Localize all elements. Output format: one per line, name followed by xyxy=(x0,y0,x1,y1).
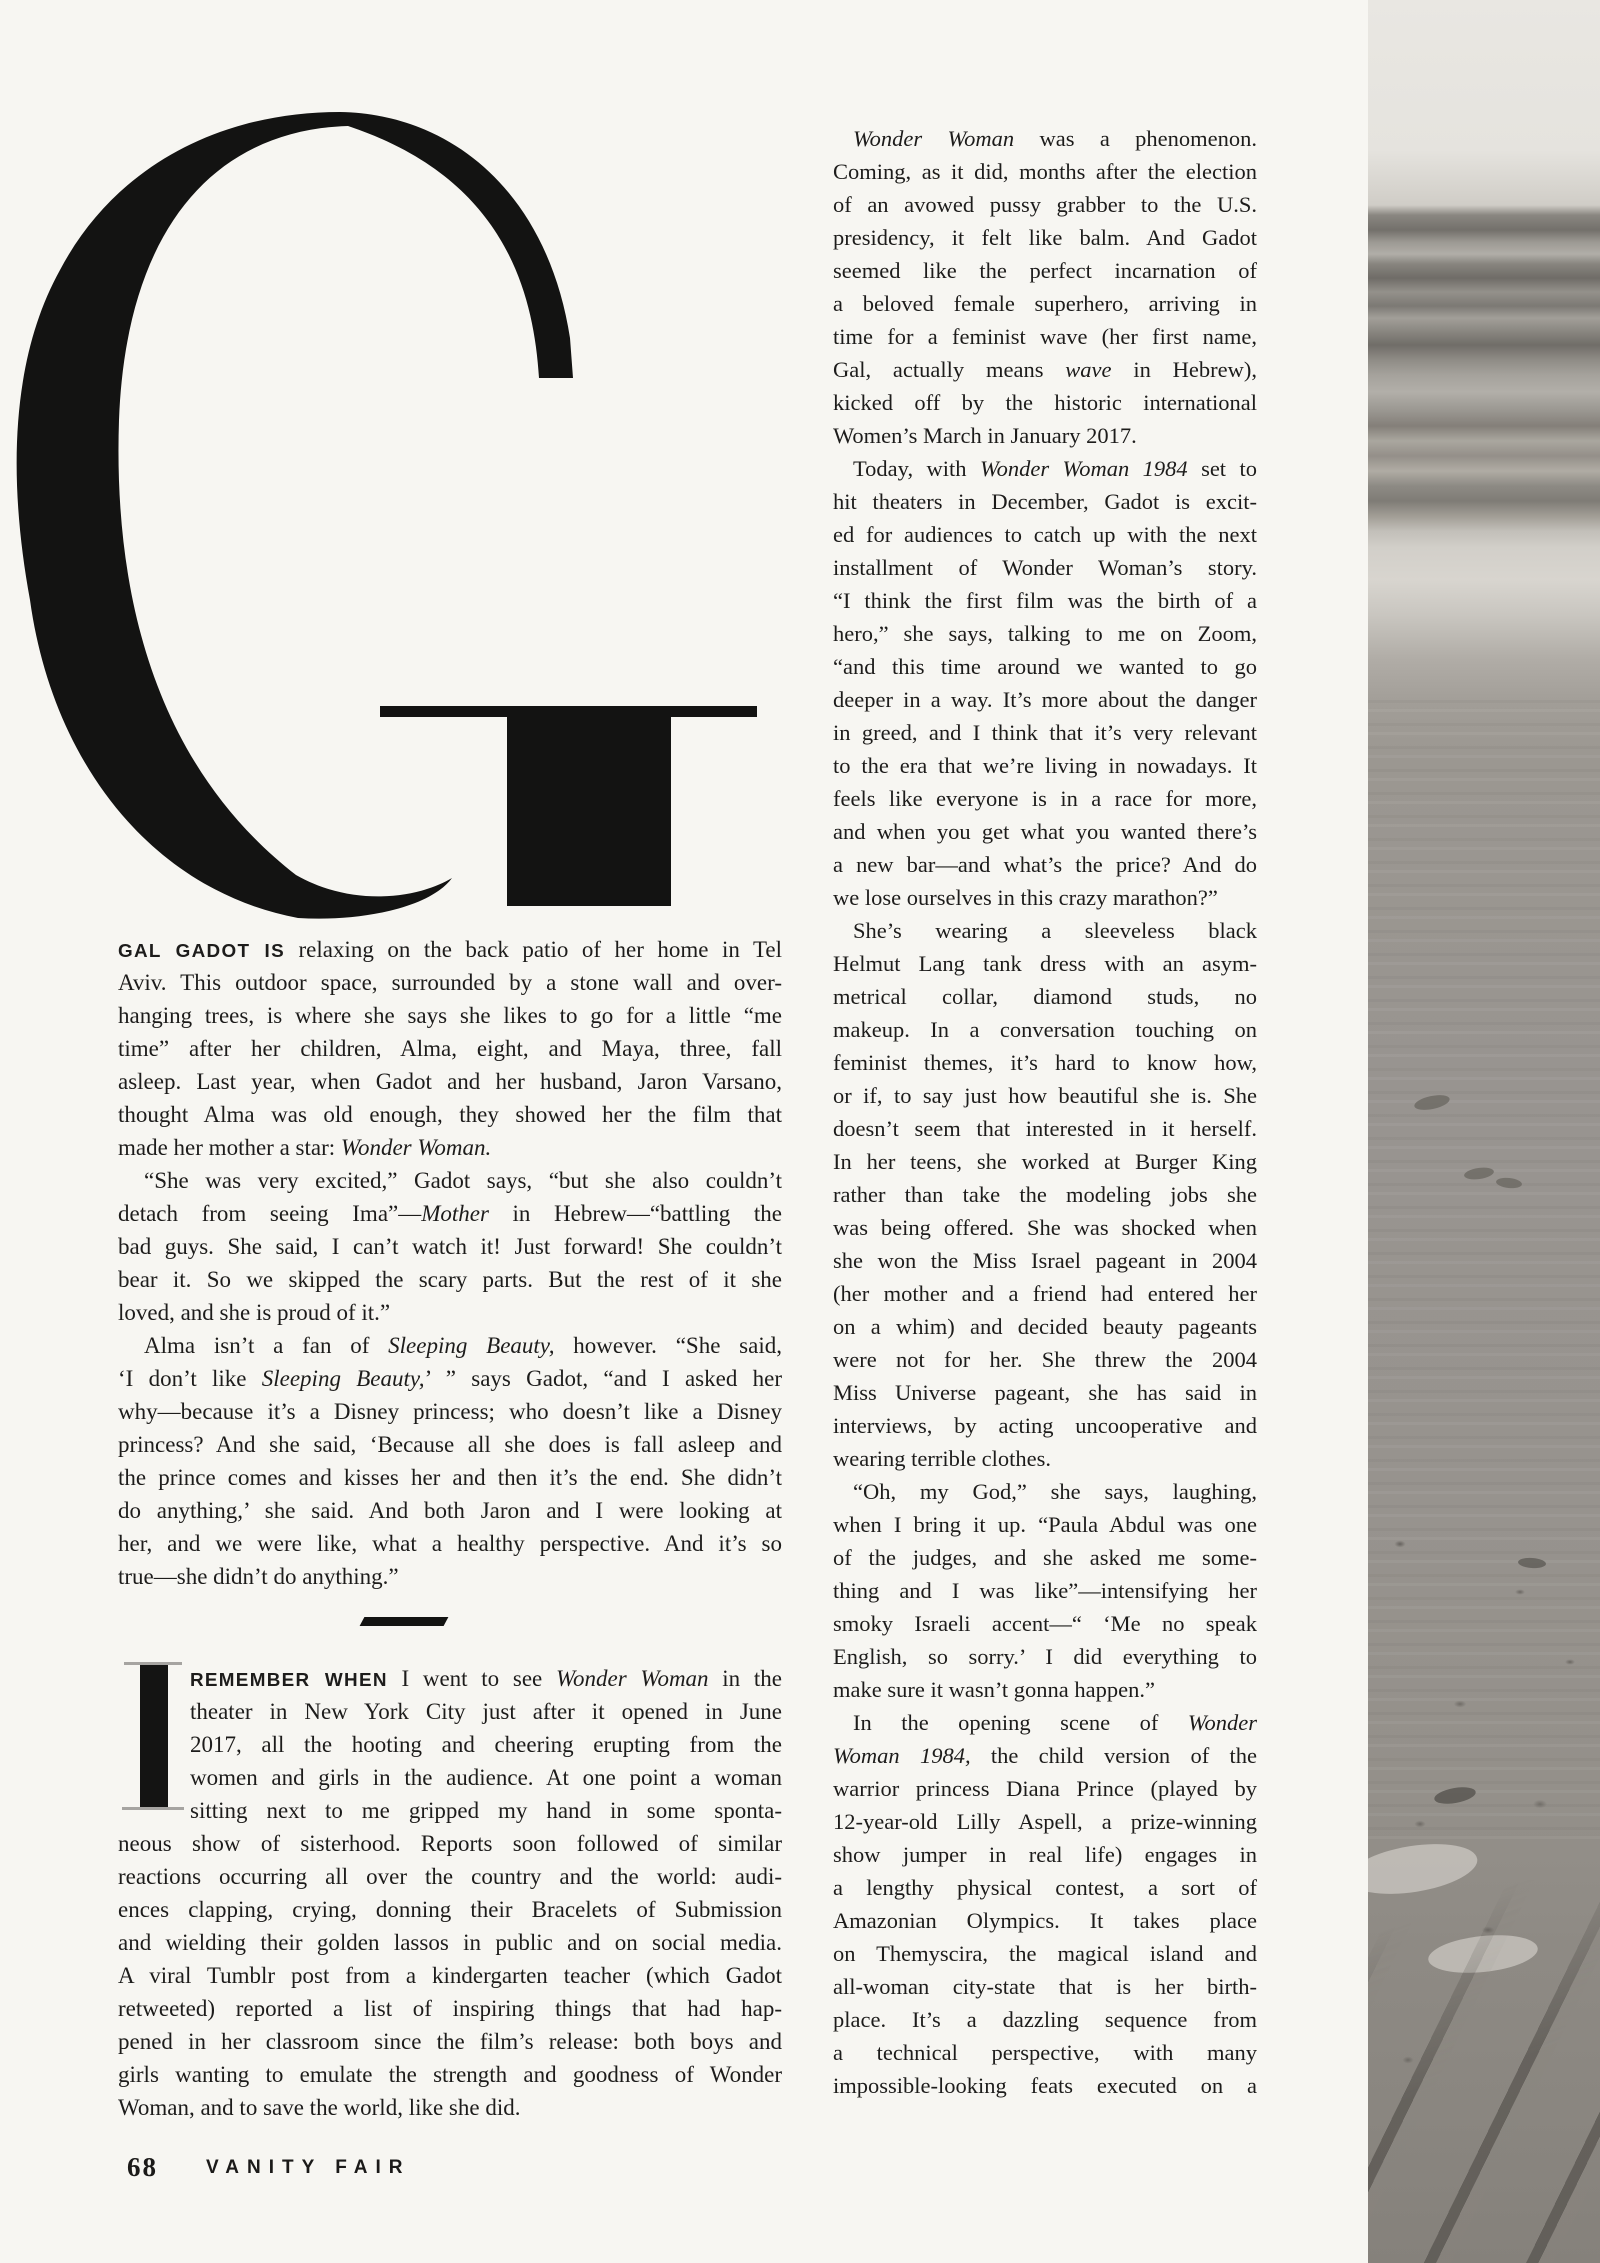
text-line: true—she didn’t do anything.” xyxy=(118,1564,399,1589)
drop-cap-i-bottom-serif xyxy=(122,1807,184,1810)
text-line: retweeted) reported a list of inspiring things that had hap- xyxy=(118,1996,782,2021)
text-line: place. It’s a dazzling sequence from xyxy=(833,2007,1257,2032)
lead-in-caps: REMEMBER WHEN xyxy=(190,1669,388,1690)
text-line: bad guys. She said, I can’t watch it! Just forward! She couldn’t xyxy=(118,1234,782,1259)
text-line: time” after her children, Alma, eight, and Maya, three, fall xyxy=(118,1036,782,1061)
text-line: hit theaters in December, Gadot is excit- xyxy=(833,489,1257,514)
column-2 xyxy=(833,122,1257,2102)
text-line: on Themyscira, the magical island and xyxy=(833,1941,1257,1966)
text-line: ences clapping, crying, donning their Bracelets of Submission xyxy=(118,1897,782,1922)
text-line: all-woman city-state that is her birth- xyxy=(833,1974,1257,1999)
text-line: deeper in a way. It’s more about the danger xyxy=(833,687,1257,712)
text-line: Helmut Lang tank dress with an asym- xyxy=(833,951,1257,976)
lead-in-caps: GAL GADOT IS xyxy=(118,940,285,961)
text-line: In the opening scene of Wonder xyxy=(853,1710,1257,1735)
text-line: why—because it’s a Disney princess; who doesn’t like a Disney xyxy=(118,1399,782,1424)
text-line: and when you get what you wanted there’s xyxy=(833,819,1257,844)
text-line: hanging trees, is where she says she likes to go for a little “me xyxy=(118,1003,782,1028)
text-line: make sure it wasn’t gonna happen.” xyxy=(833,1677,1155,1702)
text-line: “I think the first film was the birth of a xyxy=(833,588,1257,613)
paragraph xyxy=(833,452,1257,914)
text-line: Amazonian Olympics. It takes place xyxy=(833,1908,1257,1933)
text-line: Women’s March in January 2017. xyxy=(833,423,1137,448)
text-line: a lengthy physical contest, a sort of xyxy=(833,1875,1257,1900)
text-line: 12-year-old Lilly Aspell, a prize-winning xyxy=(833,1809,1257,1834)
column-2-paragraphs xyxy=(833,122,1257,2102)
text-line: were not for her. She threw the 2004 xyxy=(833,1347,1257,1372)
text-line: installment of Wonder Woman’s story. xyxy=(833,555,1257,580)
text-line: her, and we were like, what a healthy perspective. And it’s so xyxy=(118,1531,782,1556)
drop-cap-i xyxy=(118,1662,190,1827)
text-line: made her mother a star: Wonder Woman. xyxy=(118,1135,492,1160)
text-line: of an avowed pussy grabber to the U.S. xyxy=(833,192,1257,217)
paragraph xyxy=(118,933,782,1164)
text-line: to the era that we’re living in nowadays. It xyxy=(833,753,1257,778)
beach-photo xyxy=(1368,0,1600,2263)
text-line: smoky Israeli accent—“ ‘Me no speak xyxy=(833,1611,1257,1636)
text-line: reactions occurring all over the country and the world: audi- xyxy=(118,1864,782,1889)
text-line: feminist themes, it’s hard to know how, xyxy=(833,1050,1257,1075)
text-line: thing and I was like”—intensifying her xyxy=(833,1578,1257,1603)
text-line: Woman 1984, the child version of the xyxy=(833,1743,1257,1768)
text-line: She’s wearing a sleeveless black xyxy=(853,918,1257,943)
text-line: “She was very excited,” Gadot says, “but she also couldn’t xyxy=(144,1168,782,1193)
text-line: kicked off by the historic international xyxy=(833,390,1257,415)
text-line: doesn’t seem that interested in it herself. xyxy=(833,1116,1257,1141)
text-line: Coming, as it did, months after the election xyxy=(833,159,1257,184)
text-line: or if, to say just how beautiful she is. She xyxy=(833,1083,1257,1108)
text-line: theater in New York City just after it opened in June xyxy=(190,1699,782,1724)
text-line: English, so sorry.’ I did everything to xyxy=(833,1644,1257,1669)
text-line: on a whim) and decided beauty pageants xyxy=(833,1314,1257,1339)
text-line: pened in her classroom since the film’s release: both boys and xyxy=(118,2029,782,2054)
text-line: show jumper in real life) engages in xyxy=(833,1842,1257,1867)
text-line: Gal, actually means wave in Hebrew), xyxy=(833,357,1257,382)
text-line: metrical collar, diamond studs, no xyxy=(833,984,1257,1009)
paragraph xyxy=(118,1164,782,1329)
text-line: when I bring it up. “Paula Abdul was one xyxy=(833,1512,1257,1537)
text-line: detach from seeing Ima”—Mother in Hebrew—“battling the xyxy=(118,1201,782,1226)
drop-cap-g xyxy=(0,0,780,930)
text-line: Today, with Wonder Woman 1984 set to xyxy=(853,456,1257,481)
text-line: bear it. So we skipped the scary parts. But the rest of it she xyxy=(118,1267,782,1292)
paragraph xyxy=(833,914,1257,1475)
text-line: a beloved female superhero, arriving in xyxy=(833,291,1257,316)
text-line: asleep. Last year, when Gadot and her husband, Jaron Varsano, xyxy=(118,1069,782,1094)
text-line: women and girls in the audience. At one point a woman xyxy=(190,1765,782,1790)
text-line: GAL GADOT IS relaxing on the back patio of her home in Tel xyxy=(118,937,782,962)
text-line: loved, and she is proud of it.” xyxy=(118,1300,391,1325)
paragraph xyxy=(833,1475,1257,1706)
text-line: sitting next to me gripped my hand in some sponta- xyxy=(190,1798,782,1823)
text-line: 2017, all the hooting and cheering erupting from the xyxy=(190,1732,782,1757)
text-line: princess? And she said, ‘Because all she does is fall asleep and xyxy=(118,1432,782,1457)
text-line: ‘I don’t like Sleeping Beauty,’ ” says Gadot, “and I asked her xyxy=(118,1366,782,1391)
text-line: feels like everyone is in a race for more, xyxy=(833,786,1257,811)
text-line: Woman, and to save the world, like she did. xyxy=(118,2095,521,2120)
paragraph xyxy=(833,1706,1257,2102)
paragraph xyxy=(833,122,1257,452)
text-line: A viral Tumblr post from a kindergarten teacher (which Gadot xyxy=(118,1963,782,1988)
text-line: do anything,’ she said. And both Jaron and I were looking at xyxy=(118,1498,782,1523)
text-line: makeup. In a conversation touching on xyxy=(833,1017,1257,1042)
section-divider xyxy=(360,1617,449,1626)
text-line: Alma isn’t a fan of Sleeping Beauty, however. “She said, xyxy=(144,1333,782,1358)
text-line: a new bar—and what’s the price? And do xyxy=(833,852,1257,877)
text-line: the prince comes and kisses her and then it’s the end. She didn’t xyxy=(118,1465,782,1490)
text-line: REMEMBER WHEN I went to see Wonder Woman in the xyxy=(190,1666,782,1691)
footer-magazine-title: VANITY FAIR xyxy=(206,2157,411,2178)
column-1 xyxy=(118,933,782,2124)
text-line: wearing terrible clothes. xyxy=(833,1446,1052,1471)
text-line: seemed like the perfect incarnation of xyxy=(833,258,1257,283)
text-line: she won the Miss Israel pageant in 2004 xyxy=(833,1248,1257,1273)
tire-tracks xyxy=(1368,1880,1600,2263)
text-line: rather than take the modeling jobs she xyxy=(833,1182,1257,1207)
text-line: of the judges, and she asked me some- xyxy=(833,1545,1257,1570)
text-line: “Oh, my God,” she says, laughing, xyxy=(853,1479,1257,1504)
text-line: neous show of sisterhood. Reports soon followed of similar xyxy=(118,1831,782,1856)
footer-page-number: 68 xyxy=(127,2152,158,2182)
text-line: was being offered. She was shocked when xyxy=(833,1215,1257,1240)
text-line: hero,” she says, talking to me on Zoom, xyxy=(833,621,1257,646)
text-line: we lose ourselves in this crazy marathon?” xyxy=(833,885,1218,910)
page-footer xyxy=(127,2152,410,2183)
text-line: In her teens, she worked at Burger King xyxy=(833,1149,1257,1174)
paragraph xyxy=(118,1662,782,2124)
text-line: impossible-looking feats executed on a xyxy=(833,2073,1257,2098)
text-line: a technical perspective, with many xyxy=(833,2040,1257,2065)
text-line: ed for audiences to catch up with the next xyxy=(833,522,1257,547)
text-line: (her mother and a friend had entered her xyxy=(833,1281,1257,1306)
text-line: Wonder Woman was a phenomenon. xyxy=(853,126,1257,151)
text-line: “and this time around we wanted to go xyxy=(833,654,1257,679)
paragraph xyxy=(118,1329,782,1593)
text-line: presidency, it felt like balm. And Gadot xyxy=(833,225,1257,250)
text-line: warrior princess Diana Prince (played by xyxy=(833,1776,1257,1801)
section-2-paragraphs xyxy=(118,1662,782,2124)
drop-cap-i-stem xyxy=(140,1665,168,1807)
text-line: Miss Universe pageant, she has said in xyxy=(833,1380,1257,1405)
text-line: in greed, and I think that it’s very relevant xyxy=(833,720,1257,745)
text-line: interviews, by acting uncooperative and xyxy=(833,1413,1257,1438)
text-line: time for a feminist wave (her first name, xyxy=(833,324,1257,349)
text-line: and wielding their golden lassos in public and on social media. xyxy=(118,1930,782,1955)
column-1-section-2 xyxy=(118,1662,782,2124)
text-line: thought Alma was old enough, they showed her the film that xyxy=(118,1102,782,1127)
column-1-paragraphs xyxy=(118,933,782,1593)
text-line: Aviv. This outdoor space, surrounded by a stone wall and over- xyxy=(118,970,782,995)
text-line: girls wanting to emulate the strength and goodness of Wonder xyxy=(118,2062,782,2087)
